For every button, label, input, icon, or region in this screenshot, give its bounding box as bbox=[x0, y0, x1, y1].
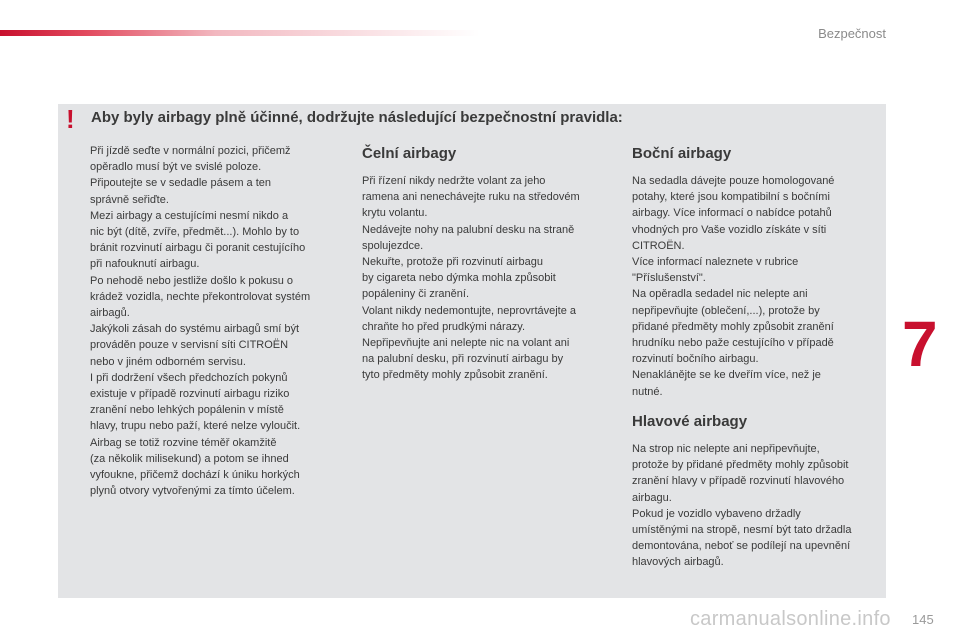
chapter-number: 7 bbox=[902, 308, 938, 380]
text-line: Nenaklánějte se ke dveřím více, než je bbox=[632, 369, 821, 382]
text-line: Pokud je vozidlo vybaveno držadly bbox=[632, 507, 801, 520]
text-line: opěradlo musí být ve svislé poloze. bbox=[90, 161, 262, 174]
text-line: krytu volantu. bbox=[362, 207, 428, 220]
page-number: 145 bbox=[912, 612, 934, 627]
text-line: hlavových airbagů. bbox=[632, 556, 724, 569]
text-line: popáleniny či zranění. bbox=[362, 288, 470, 301]
text-line: Nedávejte nohy na palubní desku na straně bbox=[362, 223, 575, 236]
head-airbags-heading: Hlavové airbagy bbox=[632, 413, 748, 430]
text-line: nebo v jiném odborném servisu. bbox=[90, 355, 246, 368]
text-line: hrudníku nebo paže cestujícího v případě bbox=[632, 337, 834, 350]
text-line: rozvinutí bočního airbagu. bbox=[632, 353, 759, 366]
text-line: airbagů. bbox=[90, 307, 130, 320]
text-line: potahy, které jsou kompatibilní s bočními bbox=[632, 191, 830, 204]
text-line: plynů otvory vytvořenými za tímto účelem. bbox=[90, 485, 295, 498]
text-line: I při dodržení všech předchozích pokynů bbox=[90, 371, 288, 384]
text-line: Po nehodě nebo jestliže došlo k pokusu o bbox=[90, 274, 294, 287]
text-line: CITROËN. bbox=[632, 239, 685, 252]
text-line: nutné. bbox=[632, 385, 663, 398]
section-title: Bezpečnost bbox=[818, 26, 886, 41]
text-line: Mezi airbagy a cestujícími nesmí nikdo a bbox=[90, 209, 289, 222]
text-line: protože by přidané předměty mohly způsobit bbox=[632, 459, 849, 472]
text-line: Volant nikdy nedemontujte, neprovrtávejte a bbox=[362, 304, 577, 317]
text-line: Při řízení nikdy nedržte volant za jeho bbox=[362, 175, 546, 187]
front-airbags-heading: Čelní airbagy bbox=[362, 145, 457, 162]
text-line: Nekuřte, protože při rozvinutí airbagu bbox=[362, 256, 543, 269]
text-line: krádež vozidla, nechte překontrolovat systém bbox=[90, 290, 311, 303]
text-line: umístěnými na stropě, nesmí být tato držadla bbox=[632, 524, 852, 537]
text-line: chraňte ho před prudkými nárazy. bbox=[362, 320, 526, 333]
text-line: prováděn pouze v servisní síti CITROËN bbox=[90, 339, 289, 352]
text-line: Jakýkoli zásah do systému airbagů smí být bbox=[90, 323, 300, 336]
text-line: by cigareta nebo dýmka mohla způsobit bbox=[362, 272, 556, 285]
text-line: správně seřiďte. bbox=[90, 193, 169, 206]
text-line: Připoutejte se v sedadle pásem a ten bbox=[90, 177, 272, 190]
text-line: Nepřipevňujte ani nelepte nic na volant ani bbox=[362, 337, 570, 350]
text-line: vhodných pro Vaše vozidlo získáte v síti bbox=[632, 223, 827, 236]
text-line: Na opěradla sedadel nic nelepte ani bbox=[632, 288, 808, 301]
text-line: Více informací naleznete v rubrice bbox=[632, 256, 799, 269]
text-line: přidané předměty mohly způsobit zranění bbox=[632, 320, 834, 333]
header-accent-bar bbox=[0, 30, 480, 36]
text-line: na palubní desku, při rozvinutí airbagu by bbox=[362, 353, 564, 366]
notice-title: Aby byly airbagy plně účinné, dodržujte následující bezpečnostní pravidla: bbox=[91, 109, 623, 126]
text-line: ramena ani nenechávejte ruku na středovém bbox=[362, 191, 580, 204]
text-line: nic být (dítě, zvíře, předmět...). Mohlo by to bbox=[90, 226, 300, 239]
text-line: (za několik milisekund) a potom se ihned bbox=[90, 452, 289, 465]
text-line: Na strop nic nelepte ani nepřipevňujte, bbox=[632, 443, 820, 455]
text-line: airbagy. Více informací o nabídce potahů bbox=[632, 207, 832, 220]
text-line: při nafouknutí airbagu. bbox=[90, 258, 200, 271]
text-line: bránit rozvinutí airbagu či poranit cestujícího bbox=[90, 242, 306, 255]
side-airbags-section bbox=[632, 145, 882, 400]
side-airbags-heading: Boční airbagy bbox=[632, 145, 732, 162]
watermark: carmanualsonline.info bbox=[690, 608, 891, 630]
text-line: existuje v případě rozvinutí airbagu riziko bbox=[90, 388, 290, 401]
text-line: vyfoukne, přičemž dochází k úniku horkých bbox=[90, 469, 300, 482]
text-line: Na sedadla dávejte pouze homologované bbox=[632, 175, 835, 187]
head-airbags-section bbox=[632, 413, 882, 571]
text-line: nepřipevňujte (oblečení,...), protože by bbox=[632, 304, 820, 317]
text-line: demontována, neboť se podílejí na upevnění bbox=[632, 540, 851, 553]
general-rules-text bbox=[90, 143, 352, 499]
text-line: Při jízdě seďte v normální pozici, přičemž bbox=[90, 145, 291, 157]
text-line: airbagu. bbox=[632, 491, 672, 504]
text-line: zranění hlavy v případě rozvinutí hlavového bbox=[632, 475, 845, 488]
text-line: tyto předměty mohly způsobit zranění. bbox=[362, 369, 548, 382]
text-line: Airbag se totiž rozvine téměř okamžitě bbox=[90, 436, 277, 449]
exclamation-icon: ! bbox=[66, 104, 75, 134]
text-line: "Příslušenství". bbox=[632, 272, 706, 285]
text-line: spolujezdce. bbox=[362, 239, 424, 252]
front-airbags-section bbox=[362, 145, 612, 384]
text-line: zranění nebo lehkých popálenin v místě bbox=[90, 404, 284, 417]
text-line: hlavy, trupu nebo paží, které nelze vyloučit. bbox=[90, 420, 301, 433]
